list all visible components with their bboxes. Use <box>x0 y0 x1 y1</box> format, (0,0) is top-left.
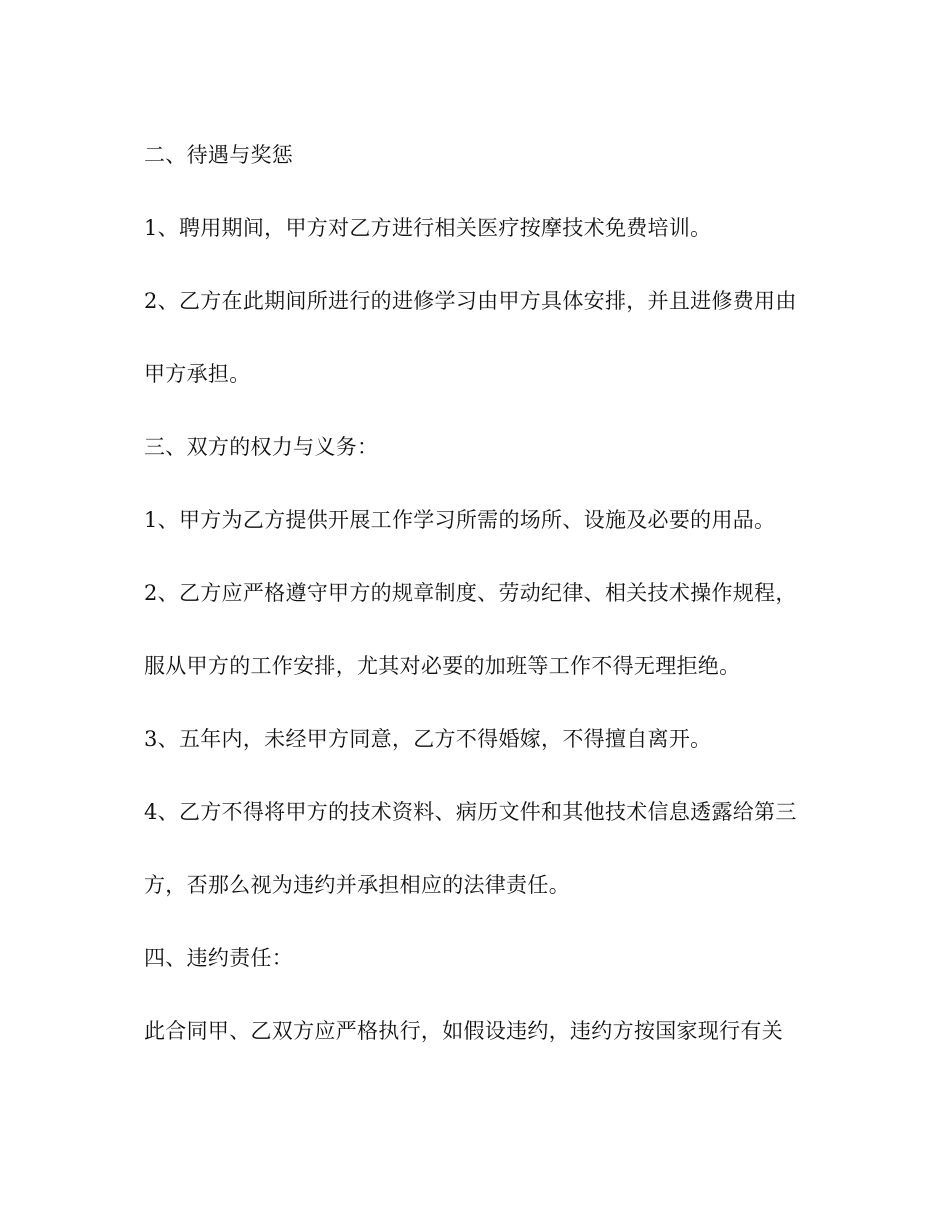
section-heading-breach: 四、违约责任： <box>144 946 294 970</box>
paragraph-line: 方，否那么视为违约并承担相应的法律责任。 <box>144 873 570 897</box>
paragraph-line: 4、乙方不得将甲方的技术资料、病历文件和其他技术信息透露给第三 <box>144 800 797 824</box>
paragraph-line: 2、乙方在此期间所进行的进修学习由甲方具体安排，并且进修费用由 <box>144 289 797 313</box>
paragraph-line: 此合同甲、乙双方应严格执行，如假设违约，违约方按国家现行有关 <box>144 1019 783 1043</box>
paragraph-line: 1、聘用期间，甲方对乙方进行相关医疗按摩技术免费培训。 <box>144 216 712 240</box>
paragraph-line: 服从甲方的工作安排，尤其对必要的加班等工作不得无理拒绝。 <box>144 654 741 678</box>
section-heading-treatment: 二、待遇与奖惩 <box>144 143 294 167</box>
paragraph-line: 3、五年内，未经甲方同意，乙方不得婚嫁，不得擅自离开。 <box>144 727 712 751</box>
paragraph-line: 甲方承担。 <box>144 362 251 386</box>
section-heading-rights: 三、双方的权力与义务： <box>144 435 379 459</box>
paragraph-line: 2、乙方应严格遵守甲方的规章制度、劳动纪律、相关技术操作规程， <box>144 581 797 605</box>
paragraph-line: 1、甲方为乙方提供开展工作学习所需的场所、设施及必要的用品。 <box>144 508 776 532</box>
